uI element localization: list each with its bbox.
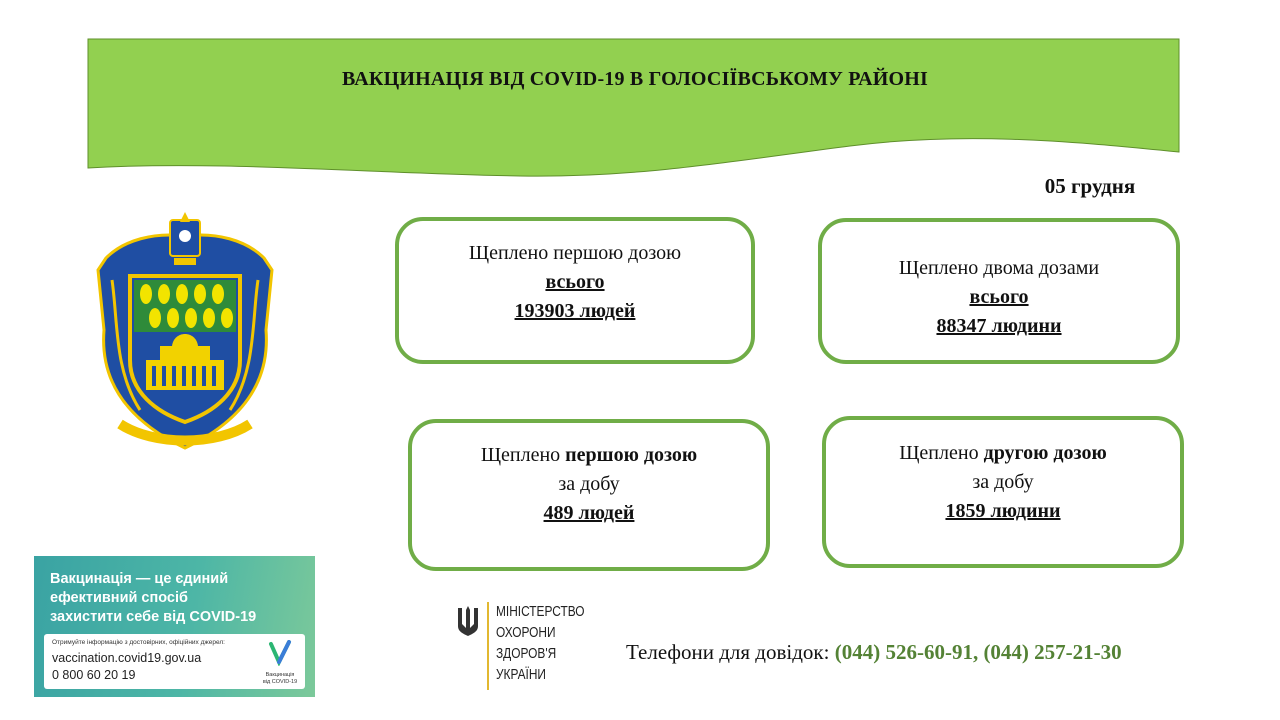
- phones-label: Телефони для довідок:: [626, 640, 835, 664]
- ministry-line: МІНІСТЕРСТВО: [496, 604, 585, 620]
- phones-numbers[interactable]: (044) 526-60-91, (044) 257-21-30: [834, 640, 1122, 664]
- card-value: 193903 людей: [514, 300, 636, 322]
- card-first-dose-daily: [408, 419, 770, 571]
- card-first-dose-total: [395, 217, 755, 364]
- promo-info-box: [44, 634, 305, 689]
- card-period: всього: [969, 286, 1029, 308]
- card-value: 489 людей: [543, 502, 635, 524]
- ministry-line: ЗДОРОВ'Я: [496, 646, 557, 662]
- banner-shape: [0, 0, 1280, 190]
- promo-headline-line: ефективний спосіб: [50, 590, 188, 606]
- ministry-line: ОХОРОНИ: [496, 625, 556, 641]
- page-title: ВАКЦИНАЦІЯ ВІД COVID-19 В ГОЛОСІЇВСЬКОМУ РАЙОНІ: [341, 68, 929, 90]
- ministry-line: УКРАЇНИ: [496, 667, 546, 683]
- promo-logo-text-1: Вакцинація: [265, 672, 295, 678]
- vaccination-promo-banner: [34, 556, 315, 697]
- card-label: [412, 441, 766, 470]
- card-label: [826, 439, 1180, 468]
- promo-phone: 0 800 60 20 19: [52, 668, 136, 682]
- contact-phones: [626, 640, 1122, 665]
- ministry-divider: [487, 602, 489, 690]
- card-label-bold: другою дозою: [983, 442, 1107, 464]
- promo-headline-line: Вакцинація — це єдиний: [50, 571, 229, 587]
- card-two-doses-total: [818, 218, 1180, 364]
- card-period: всього: [545, 271, 605, 293]
- coat-of-arms-icon: [94, 210, 276, 455]
- card-value: 1859 людини: [945, 500, 1061, 522]
- promo-note: Отримуйте інформацію з достовірних, офіційних джерел:: [52, 639, 225, 646]
- card-value: 88347 людини: [936, 315, 1062, 337]
- card-label-bold: першою дозою: [565, 444, 698, 466]
- ministry-logo: [456, 602, 606, 694]
- card-second-dose-daily: [822, 416, 1184, 568]
- card-period: за добу: [558, 473, 620, 495]
- card-period: за добу: [972, 471, 1034, 493]
- vaccination-logo-icon: [260, 640, 300, 686]
- promo-url-link[interactable]: vaccination.covid19.gov.ua: [52, 651, 202, 665]
- promo-headline: [50, 570, 310, 627]
- report-date: 05 грудня: [1044, 174, 1136, 198]
- card-label: Щеплено першою дозою: [468, 242, 682, 264]
- card-label: Щеплено двома дозами: [898, 257, 1100, 279]
- ministry-name: [496, 602, 585, 686]
- card-label-prefix: Щеплено: [899, 442, 984, 464]
- trident-icon: [456, 604, 480, 638]
- promo-logo-text-2: від COVID-19: [262, 679, 298, 685]
- promo-headline-line: захистити себе від COVID-19: [50, 609, 257, 625]
- card-label-prefix: Щеплено: [480, 444, 566, 466]
- header-banner: [0, 0, 1280, 190]
